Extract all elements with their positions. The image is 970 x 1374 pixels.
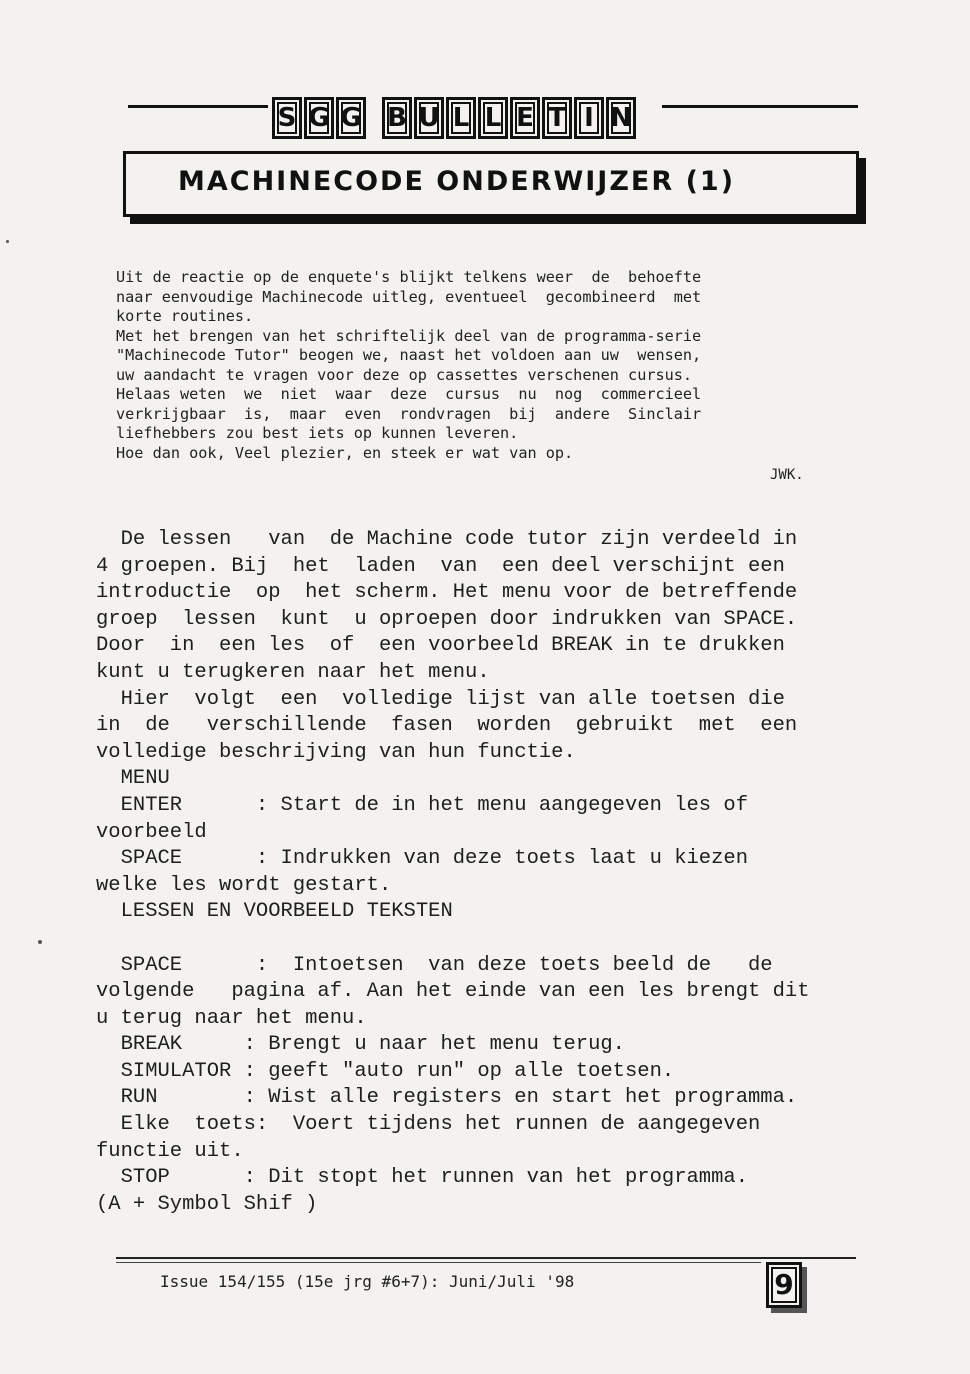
body-line: Elke toets: Voert tijdens het runnen de aangegeven: [96, 1113, 761, 1137]
body-line: MENU: [96, 767, 170, 791]
masthead-letter: I: [574, 97, 604, 139]
footer-rule: [116, 1257, 856, 1259]
intro-line: verkrijgbaar is, maar even rondvragen bij andere Sinclair: [116, 404, 702, 423]
masthead-letter: G: [336, 97, 366, 139]
scan-speck: [38, 940, 42, 944]
body-line: SIMULATOR : geeft "auto run" op alle toetsen.: [96, 1059, 675, 1083]
body-line: volledige beschrijving van hun functie.: [96, 740, 576, 764]
body-line: RUN : Wist alle registers en start het programma.: [96, 1086, 798, 1110]
intro-line: naar eenvoudige Machinecode uitleg, eventueel gecombineerd met: [116, 287, 702, 306]
body-line: De lessen van de Machine code tutor zijn verdeeld in: [96, 528, 798, 551]
intro-line: korte routines.: [116, 307, 254, 325]
intro-line: liefhebbers zou best iets op kunnen leveren.: [116, 424, 519, 442]
article-title: MACHINECODE ONDERWIJZER (1): [178, 166, 736, 197]
intro-line: Met het brengen van het schriftelijk deel van de programma-serie: [116, 326, 702, 345]
body-line: welke les wordt gestart.: [96, 873, 392, 897]
masthead-letter: E: [510, 97, 540, 139]
body-line: ENTER : Start de in het menu aangegeven les of: [96, 793, 749, 817]
body-line: in de verschillende fasen worden gebruikt met een: [96, 714, 798, 738]
masthead-rule-left: [128, 105, 268, 108]
body-line: SPACE : Intoetsen van deze toets beeld de de: [96, 953, 773, 977]
body-line: kunt u terugkeren naar het menu.: [96, 660, 490, 684]
body-line: SPACE : Indrukken van deze toets laat u kiezen: [96, 847, 749, 871]
author-signature: JWK.: [770, 467, 804, 483]
scan-speck: [6, 240, 9, 243]
intro-line: Helaas weten we niet waar deze cursus nu nog commercieel: [116, 385, 702, 403]
masthead-letter: N: [606, 97, 636, 139]
intro-line: uw aandacht te vragen voor deze op cassettes verschenen cursus.: [116, 365, 693, 384]
body-line: (A + Symbol Shif ): [96, 1192, 318, 1216]
body-line: functie uit.: [96, 1139, 244, 1163]
intro-line: Uit de reactie op de enquete's blijkt telkens weer de behoefte: [116, 268, 702, 286]
intro-line: Hoe dan ook, Veel plezier, en steek er wat van op.: [116, 443, 574, 462]
page-number: 9: [766, 1262, 802, 1308]
masthead-letter: L: [446, 97, 476, 139]
body-line: STOP : Dit stopt het runnen van het programma.: [96, 1166, 749, 1190]
body-text: [96, 527, 866, 1218]
intro-paragraph: [116, 268, 866, 463]
body-line: BREAK : Brengt u naar het menu terug.: [96, 1033, 625, 1057]
issue-info: Issue 154/155 (15e jrg #6+7): Juni/Juli '98: [160, 1272, 575, 1291]
footer-rule-thin: [116, 1262, 761, 1263]
masthead-letter: U: [414, 97, 444, 139]
intro-line: "Machinecode Tutor" beogen we, naast het voldoen aan uw wensen,: [116, 346, 702, 364]
body-line: introductie op het scherm. Het menu voor de betreffende: [96, 581, 798, 605]
body-line: [96, 926, 866, 953]
body-line: LESSEN EN VOORBEELD TEKSTEN: [96, 900, 453, 924]
masthead-letter: G: [304, 97, 334, 139]
body-line: voorbeeld: [96, 820, 207, 844]
body-line: u terug naar het menu.: [96, 1006, 367, 1030]
masthead-letter: B: [382, 97, 412, 139]
body-line: 4 groepen. Bij het laden van een deel verschijnt een: [96, 554, 785, 578]
masthead-letter: S: [272, 97, 302, 139]
masthead-letter: L: [478, 97, 508, 139]
body-line: groep lessen kunt u oproepen door indrukken van SPACE.: [96, 607, 798, 631]
article-title-box: [123, 151, 859, 217]
masthead-gap: [368, 97, 382, 139]
masthead-letter: T: [542, 97, 572, 139]
body-line: Hier volgt een volledige lijst van alle toetsen die: [96, 687, 785, 711]
body-line: Door in een les of een voorbeeld BREAK in te drukken: [96, 634, 785, 658]
masthead-rule-right: [662, 105, 858, 108]
body-line: volgende pagina af. Aan het einde van een les brengt dit: [96, 980, 810, 1004]
masthead-logo: [272, 97, 638, 139]
